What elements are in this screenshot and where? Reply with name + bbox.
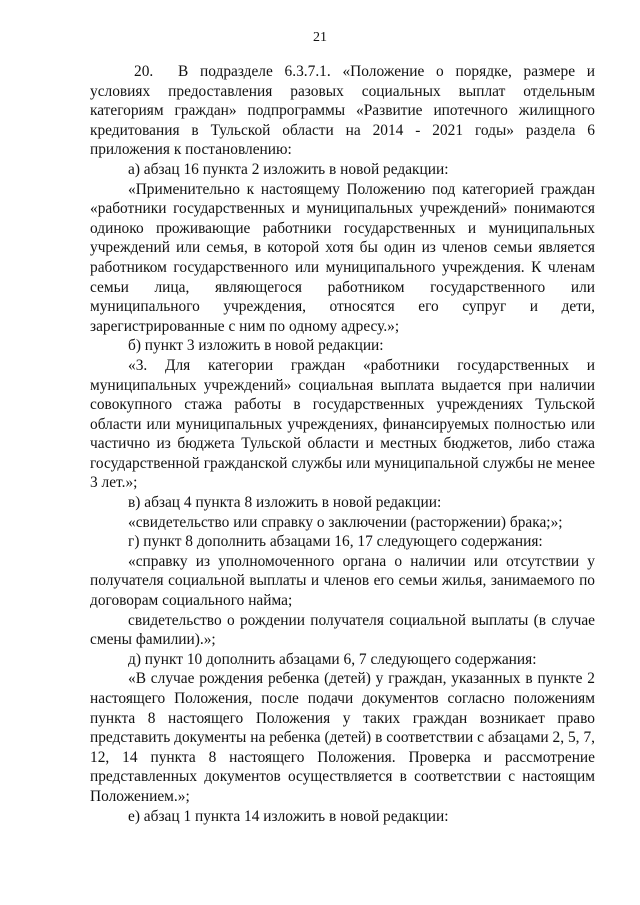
document-body xyxy=(90,62,595,826)
paragraph: в) абзац 4 пункта 8 изложить в новой редакции: xyxy=(128,494,442,512)
item-number: 20. xyxy=(134,63,154,80)
paragraph: «3. Для категории граждан «работники государственных и муниципальных учреждений» социальная выплата выдается при наличии совокупного стажа работы в государственных учреждениях Тульской области или муниципальных учреждениях, финансируемых полностью или частично из бюджета Тульской области и местных бюджетов, либо стажа государственной гражданской службы или муниципальной службы не менее 3 лет.»; xyxy=(90,356,595,492)
paragraph: «свидетельство или справку о заключении (расторжении) брака;»; xyxy=(128,513,563,531)
paragraph-text: В подразделе 6.3.7.1. «Положение о порядке, размере и условиях предоставления разовых социальных выплат отдельным категориям граждан» подпрограммы «Развитие ипотечного жилищного кредитования в Тульской области на 2014 - 2021 годы» раздела 6 приложения к постановлению: xyxy=(90,63,595,159)
paragraph: г) пункт 8 дополнить абзацами 16, 17 следующего содержания: xyxy=(128,533,543,551)
paragraph: д) пункт 10 дополнить абзацами 6, 7 следующего содержания: xyxy=(128,650,537,668)
paragraph: б) пункт 3 изложить в новой редакции: xyxy=(128,337,384,355)
paragraph: а) абзац 16 пункта 2 изложить в новой редакции: xyxy=(128,160,449,178)
paragraph: свидетельство о рождении получателя социальной выплаты (в случае смены фамилии).»; xyxy=(90,611,595,649)
page-number: 21 xyxy=(313,30,327,45)
paragraph: «В случае рождения ребенка (детей) у граждан, указанных в пункте 2 настоящего Положения, после подачи документов согласно положениям пункта 8 настоящего Положения у таких граждан возникает право представить документы на ребенка (детей) в соответствии с абзацами 2, 5, 7, 12, 14 пункта 8 настоящего Положения. Проверка и рассмотрение представленных документов осуществляется в соответствии с настоящим Положением.»; xyxy=(90,670,595,805)
paragraph: «Применительно к настоящему Положению под категорией граждан «работники государственных и муниципальных учреждений» понимаются одиноко проживающие работники государственных и муниципальных учреждений или семья, в которой хотя бы один из членов семьи является работником государственного или муниципального учреждения. К членам семьи лица, являющегося работником государственного или муниципального учреждения, относятся его супруг и дети, зарегистрированные с ним по одному адресу.»; xyxy=(90,180,595,335)
paragraph: е) абзац 1 пункта 14 изложить в новой редакции: xyxy=(128,807,449,825)
paragraph: «справку из уполномоченного органа о наличии или отсутствии у получателя социальной выплаты и членов его семьи жилья, занимаемого по договорам социального найма; xyxy=(90,552,595,610)
paragraph-item-20 xyxy=(90,62,595,160)
